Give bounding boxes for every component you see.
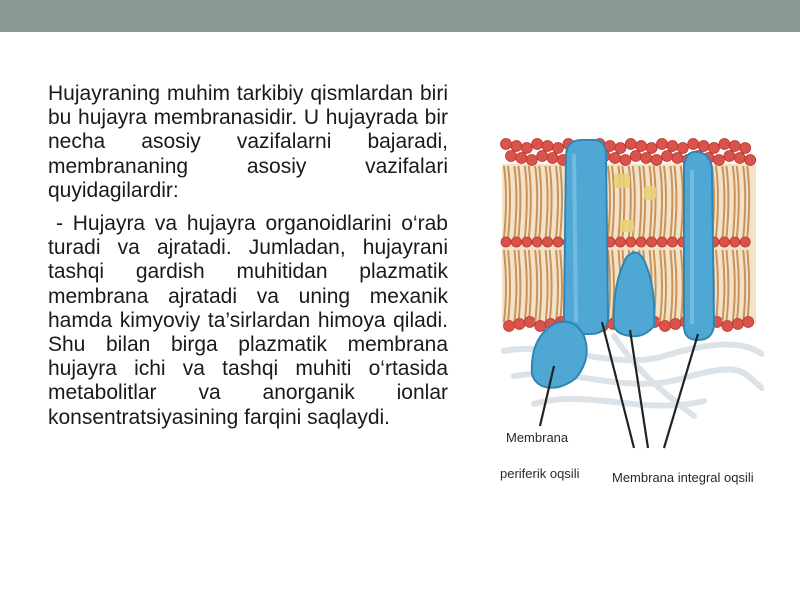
- intro-paragraph: Hujayraning muhim tarkibiy qismlardan biri bu hujayra membranasidir. U hujayrada bir necha asosiy vazifalarni bajaradi, membrananing asosiy vazifalari quyidagilardir:: [48, 82, 448, 202]
- top-bar: [0, 0, 800, 32]
- integral-protein-tall: [564, 140, 608, 334]
- membrane-diagram: [494, 126, 764, 496]
- body-text: [48, 82, 448, 430]
- label-integral: Membrana integral oqsili: [612, 470, 754, 485]
- membrane-illustration: [494, 126, 764, 496]
- label-peripheral-line2: periferik oqsili: [500, 466, 580, 481]
- integral-protein-right: [684, 152, 714, 340]
- function-paragraph: - Hujayra va hujayra organoidlarini o‘rab turadi va ajratadi. Jumladan, hujayrani tashqi gardish muhitidan plazmatik membrana ajratadi va uning mexanik hamda kimyoviy ta’sirlardan himoya qiladi. Shu bilan birga plazmatik membrana hujayra ichi va tashqi muhiti o‘rtasida metabolitlar va anorganik ionlar konsentratsiyasining farqini saqlaydi.: [48, 212, 448, 429]
- label-peripheral-line1: Membrana: [506, 430, 569, 445]
